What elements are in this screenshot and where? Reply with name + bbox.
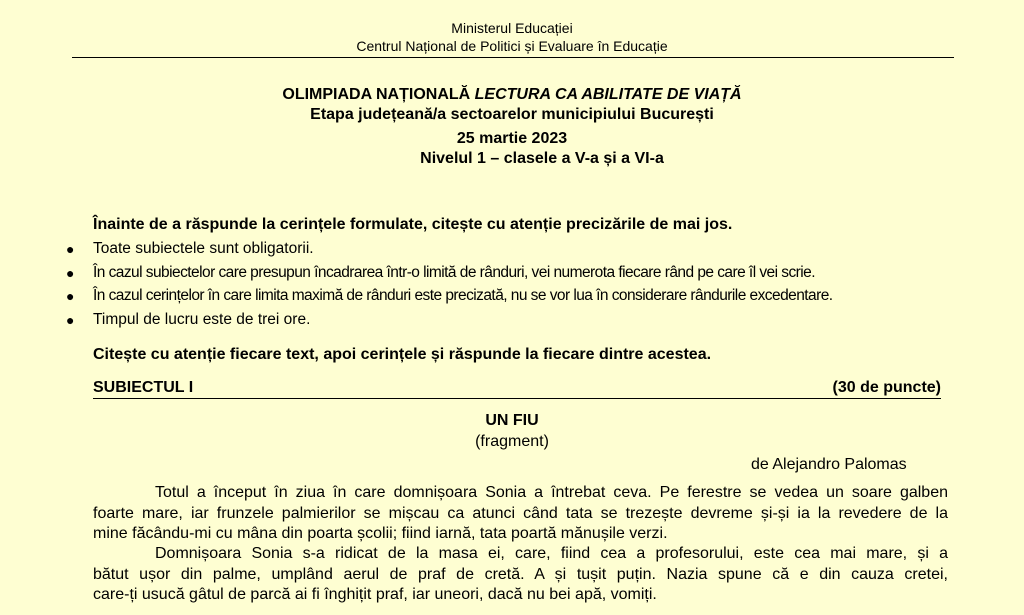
instructions-list xyxy=(66,239,833,333)
bullet-icon: ● xyxy=(66,311,75,328)
stage-title: Etapa județeană/a sectoarelor municipiului București xyxy=(310,106,714,123)
list-item xyxy=(66,286,833,310)
text-title: UN FIU xyxy=(485,412,539,429)
olympiad-title-italic: LECTURA CA ABILITATE DE VIAȚĂ xyxy=(474,86,742,103)
exam-date: 25 martie 2023 xyxy=(456,130,568,147)
text-author: de Alejandro Palomas xyxy=(751,456,907,473)
bullet-icon: ● xyxy=(66,241,75,257)
bullet-icon: ● xyxy=(66,288,75,304)
rule-text: Toate subiectele sunt obligatorii. xyxy=(93,240,314,257)
header-divider xyxy=(72,57,954,58)
subject-label: SUBIECTUL I xyxy=(93,379,194,396)
paragraph-line: mine făcându-mi cu mâna din poarta școlii; fiind iarnă, tata poartă mănușile verzi. xyxy=(93,525,668,542)
paragraph-line: bătut ușor din palme, umplând aerul de praf de cretă. A și tușit puțin. Nazia spune că e din cauza cretei, xyxy=(93,565,948,583)
text-paragraph-2 xyxy=(93,544,948,606)
ministry-name: Ministerul Educației xyxy=(451,20,573,36)
paragraph-line: foarte mare, iar frunzele palmierilor se mișcau ca atunci când tata se trezește devreme și-și ia la revedere de la xyxy=(93,504,948,522)
bullet-icon: ● xyxy=(66,264,75,281)
rule-text: În cazul cerințelor în care limita maximă de rânduri este precizată, nu se vor lua în considerare rândurile excedentare. xyxy=(93,287,833,304)
olympiad-title-prefix: OLIMPIADA NAȚIONALĂ xyxy=(282,86,475,103)
paragraph-line: Totul a început în ziua în care domnișoara Sonia a întrebat ceva. Pe ferestre se vedea un soare galben xyxy=(155,484,948,501)
paragraph-line: Domnișoara Sonia s-a ridicat de la masa ei, care, fiind cea a profesorului, este cea mai mare, și a xyxy=(155,545,948,562)
instructions-intro: Înainte de a răspunde la cerințele formulate, citește cu atenție precizările de mai jos. xyxy=(93,216,733,233)
centre-name: Centrul Național de Politici și Evaluare în Educație xyxy=(356,38,668,54)
text-paragraph-1 xyxy=(93,483,948,545)
rule-text: Timpul de lucru este de trei ore. xyxy=(93,310,311,328)
list-item xyxy=(66,263,833,287)
read-note: Citește cu atenție fiecare text, apoi cerințele și răspunde la fiecare dintre acestea. xyxy=(93,346,712,363)
paragraph-line: care-ți usucă gâtul de parcă ai fi înghițit praf, iar uneori, dacă nu bei apă, vomiți. xyxy=(93,586,657,603)
olympiad-title xyxy=(0,85,1024,105)
level-title: Nivelul 1 – clasele a V-a și a VI-a xyxy=(420,150,664,167)
list-item xyxy=(66,310,833,334)
text-subtitle: (fragment) xyxy=(475,433,549,450)
subject-points: (30 de puncte) xyxy=(832,379,941,396)
rule-text: În cazul subiectelor care presupun încadrarea într-o limită de rânduri, vei numerota fiecare rând pe care îl vei scrie. xyxy=(93,263,815,281)
subject-heading xyxy=(93,378,941,399)
list-item xyxy=(66,239,833,263)
